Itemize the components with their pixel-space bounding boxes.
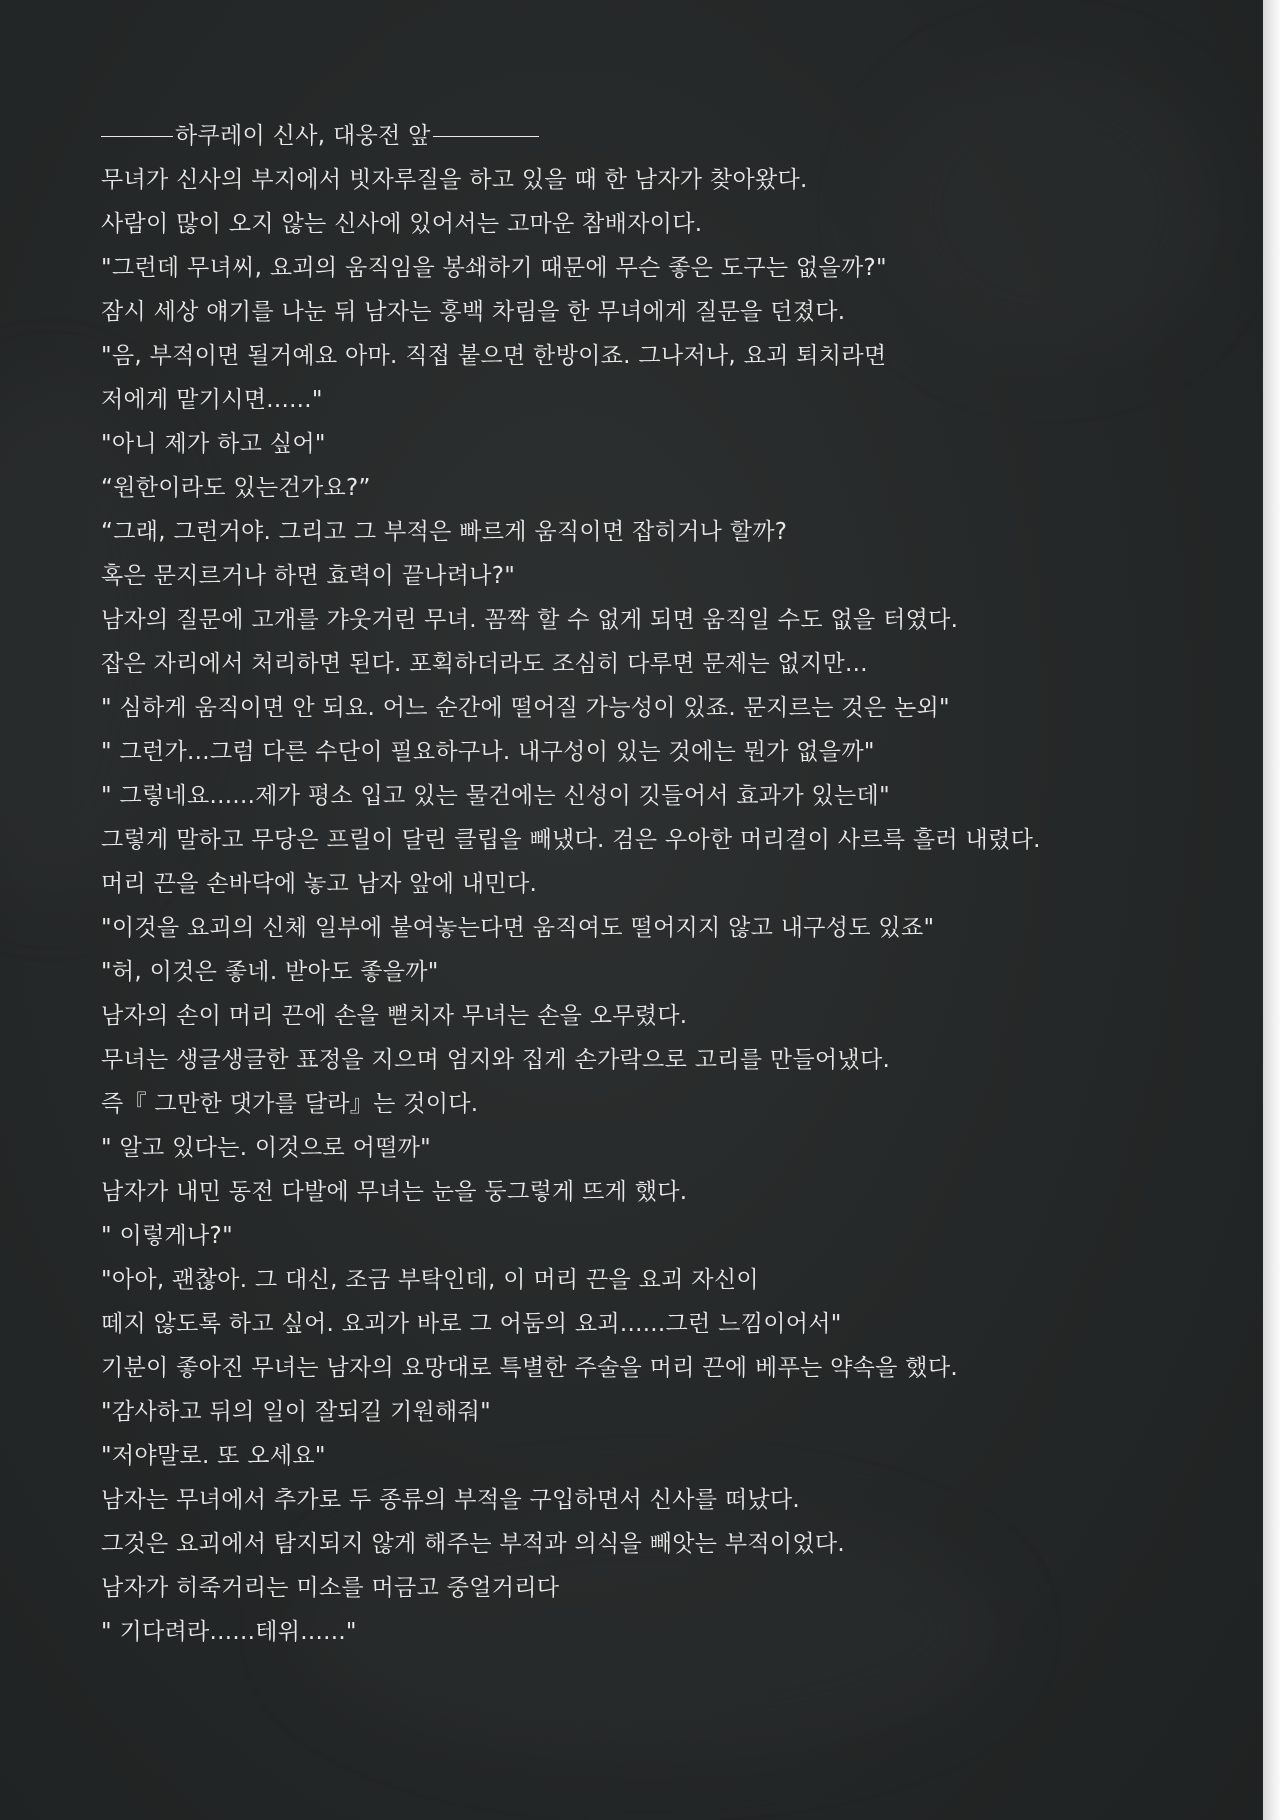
- story-line: 즉『 그만한 댓가를 달라』는 것이다.: [101, 1091, 479, 1117]
- story-line: " 이렇게나?": [101, 1223, 233, 1249]
- story-line: “원한이라도 있는건가요?”: [101, 475, 371, 501]
- story-line: "감사하고 뒤의 일이 잘되길 기원해줘": [101, 1399, 491, 1425]
- story-line: " 기다려라......테위......": [101, 1619, 357, 1645]
- story-line: 무녀가 신사의 부지에서 빗자루질을 하고 있을 때 한 남자가 찾아왔다.: [101, 167, 808, 193]
- story-line: 그것은 요괴에서 탐지되지 않게 해주는 부적과 의식을 빼앗는 부적이었다.: [101, 1531, 846, 1557]
- story-line: "그런데 무녀씨, 요괴의 움직임을 봉쇄하기 때문에 무슨 좋은 도구는 없을까?": [101, 255, 887, 281]
- story-line: " 그런가...그럼 다른 수단이 필요하구나. 내구성이 있는 것에는 뭔가 없을까": [101, 739, 875, 765]
- story-line: " 심하게 움직이면 안 되요. 어느 순간에 떨어질 가능성이 있죠. 문지르는 것은 논외": [101, 695, 950, 721]
- story-line: "음, 부적이면 될거예요 아마. 직접 붙으면 한방이죠. 그나저나, 요괴 퇴치라면: [101, 343, 887, 369]
- scene-title: 하쿠레이 신사, 대웅전 앞: [175, 123, 431, 149]
- story-line: " 그렇네요......제가 평소 입고 있는 물건에는 신성이 깃들어서 효과가 있는데": [101, 783, 890, 809]
- story-line: 그렇게 말하고 무당은 프릴이 달린 클립을 빼냈다. 검은 우아한 머리결이 사르륵 흘러 내렸다.: [101, 827, 1041, 853]
- story-line: 기분이 좋아진 무녀는 남자의 요망대로 특별한 주술을 머리 끈에 베푸는 약속을 했다.: [101, 1355, 958, 1381]
- story-line: 남자가 히죽거리는 미소를 머금고 중얼거리다: [101, 1575, 560, 1601]
- story-line: 남자의 질문에 고개를 갸웃거린 무녀. 꼼짝 할 수 없게 되면 움직일 수도 없을 터였다.: [101, 607, 959, 633]
- story-line: "아니 제가 하고 싶어": [101, 431, 326, 457]
- story-line: 무녀는 생글생글한 표정을 지으며 엄지와 집게 손가락으로 고리를 만들어냈다.: [101, 1047, 891, 1073]
- story-line: 잠시 세상 얘기를 나눈 뒤 남자는 홍백 차림을 한 무녀에게 질문을 던졌다.: [101, 299, 846, 325]
- story-text: [101, 114, 1221, 1654]
- story-line: 남자는 무녀에서 추가로 두 종류의 부적을 구입하면서 신사를 떠났다.: [101, 1487, 801, 1513]
- story-line: 사람이 많이 오지 않는 신사에 있어서는 고마운 참배자이다.: [101, 211, 703, 237]
- story-line: 남자가 내민 동전 다발에 무녀는 눈을 둥그렇게 뜨게 했다.: [101, 1179, 688, 1205]
- heading-rule-left: [101, 136, 173, 137]
- story-line: "저야말로. 또 오세요": [101, 1443, 326, 1469]
- story-line: 잡은 자리에서 처리하면 된다. 포획하더라도 조심히 다루면 문제는 없지만...: [101, 651, 868, 677]
- story-line: “그래, 그런거야. 그리고 그 부적은 빠르게 움직이면 잡히거나 할까?: [101, 519, 788, 545]
- story-line: 머리 끈을 손바닥에 놓고 남자 앞에 내민다.: [101, 871, 538, 897]
- page-edge: [1263, 0, 1280, 1820]
- story-line: 떼지 않도록 하고 싶어. 요괴가 바로 그 어둠의 요괴......그런 느낌이어서": [101, 1311, 842, 1337]
- story-line: "허, 이것은 좋네. 받아도 좋을까": [101, 959, 439, 985]
- story-line: "아아, 괜찮아. 그 대신, 조금 부탁인데, 이 머리 끈을 요괴 자신이: [101, 1267, 759, 1293]
- story-line: " 알고 있다는. 이것으로 어떨까": [101, 1135, 432, 1161]
- story-line: "이것을 요괴의 신체 일부에 붙여놓는다면 움직여도 떨어지지 않고 내구성도 있죠": [101, 915, 935, 941]
- story-line: 혹은 문지르거나 하면 효력이 끝나려나?": [101, 563, 516, 589]
- story-line: 저에게 맡기시면......": [101, 387, 323, 413]
- scene-heading: [101, 114, 1221, 158]
- story-line: 남자의 손이 머리 끈에 손을 뻗치자 무녀는 손을 오무렸다.: [101, 1003, 688, 1029]
- heading-rule-right: [433, 136, 539, 137]
